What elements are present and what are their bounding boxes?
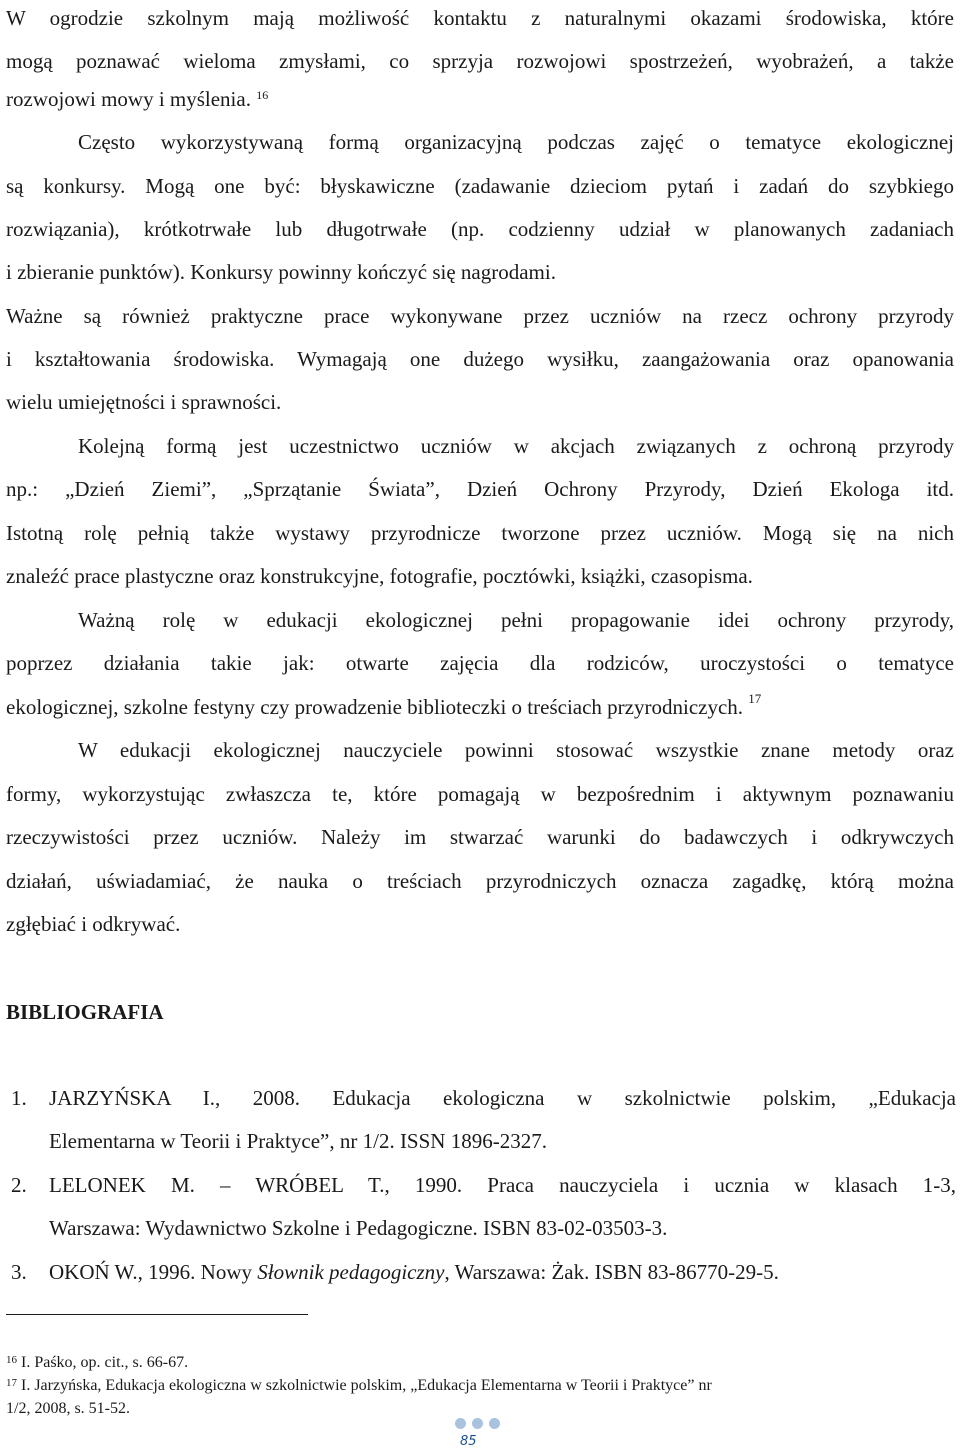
footnote-separator xyxy=(6,1314,308,1315)
body-line: rzeczywistości przez uczniów. Należy im stwarzać warunki do badawczych i odkrywczych xyxy=(6,825,954,849)
body-line: np.: „Dzień Ziemi”, „Sprzątanie Świata”, Dzień Ochrony Przyrody, Dzień Ekologa itd. xyxy=(6,477,954,501)
body-line: Kolejną formą jest uczestnictwo uczniów w akcjach związanych z ochroną przyrody xyxy=(78,434,954,458)
body-line: i zbieranie punktów). Konkursy powinny kończyć się nagrodami. xyxy=(6,260,556,284)
footnote-mark: 16 xyxy=(6,1354,17,1366)
page-number: 85 xyxy=(460,1434,477,1449)
page-ornament xyxy=(455,1418,515,1430)
footnote-reference: 17 xyxy=(748,691,762,706)
body-line: Często wykorzystywaną formą organizacyjną podczas zajęć o tematyce ekologicznej xyxy=(78,130,954,154)
bibliography-number: 1. xyxy=(11,1086,27,1110)
bibliography-text: LELONEK M. – WRÓBEL T., 1990. Praca nauczyciela i ucznia w klasach 1-3, xyxy=(49,1173,956,1197)
bibliography-number: 3. xyxy=(11,1260,27,1284)
body-line: są konkursy. Mogą one być: błyskawiczne (zadawanie dzieciom pytań i zadań do szybkiego xyxy=(6,174,954,198)
ornament-dot xyxy=(489,1418,500,1429)
body-line xyxy=(6,692,954,722)
body-line: poprzez działania takie jak: otwarte zajęcia dla rodziców, uroczystości o tematyce xyxy=(6,651,954,675)
body-line: mogą poznawać wieloma zmysłami, co sprzyja rozwojowi spostrzeżeń, wyobrażeń, a także xyxy=(6,49,954,73)
bibliography-title-italic: Słownik pedagogiczny xyxy=(257,1260,445,1284)
body-line: W ogrodzie szkolnym mają możliwość kontaktu z naturalnymi okazami środowiska, które xyxy=(6,6,954,30)
body-line: W edukacji ekologicznej nauczyciele powinni stosować wszystkie znane metody oraz xyxy=(78,738,954,762)
footnote xyxy=(6,1352,188,1374)
footnote-continued: 1/2, 2008, s. 51-52. xyxy=(6,1400,130,1417)
ornament-dot xyxy=(455,1418,466,1429)
body-line: działań, uświadamiać, że nauka o treściach przyrodniczych oznacza zagadkę, którą można xyxy=(6,869,954,893)
ornament-dot xyxy=(472,1418,483,1429)
body-line xyxy=(6,84,954,114)
footnote-text: I. Jarzyńska, Edukacja ekologiczna w szkolnictwie polskim, „Edukacja Elementarna w Teorii i Praktyce” nr xyxy=(21,1377,712,1394)
body-text: ekologicznej, szkolne festyny czy prowadzenie biblioteczki o treściach przyrodniczych. xyxy=(6,695,744,719)
footnote xyxy=(6,1375,712,1397)
body-line: rozwiązania), krótkotrwałe lub długotrwałe (np. codzienny udział w planowanych zadaniach xyxy=(6,217,954,241)
bibliography-text-part: , Warszawa: Żak. ISBN 83-86770-29-5. xyxy=(444,1260,779,1284)
body-line: Istotną rolę pełnią także wystawy przyrodnicze tworzone przez uczniów. Mogą się na nich xyxy=(6,521,954,545)
body-line: znaleźć prace plastyczne oraz konstrukcyjne, fotografie, pocztówki, książki, czasopisma. xyxy=(6,564,753,588)
body-line: i kształtowania środowiska. Wymagają one dużego wysiłku, zaangażowania oraz opanowania xyxy=(6,347,954,371)
bibliography-text xyxy=(49,1257,956,1287)
footnote-mark: 17 xyxy=(6,1377,17,1389)
body-line: Ważne są również praktyczne prace wykonywane przez uczniów na rzecz ochrony przyrody xyxy=(6,304,954,328)
bibliography-text-part: OKOŃ W., 1996. Nowy xyxy=(49,1260,258,1284)
body-text: rozwojowi mowy i myślenia. xyxy=(6,87,251,111)
bibliography-number: 2. xyxy=(11,1173,27,1197)
body-line: wielu umiejętności i sprawności. xyxy=(6,390,282,414)
body-line: formy, wykorzystując zwłaszcza te, które pomagają w bezpośrednim i aktywnym poznawaniu xyxy=(6,782,954,806)
footnote-reference: 16 xyxy=(256,88,269,102)
body-line: zgłębiać i odkrywać. xyxy=(6,912,181,936)
bibliography-text: JARZYŃSKA I., 2008. Edukacja ekologiczna w szkolnictwie polskim, „Edukacja xyxy=(49,1086,956,1110)
bibliography-heading: BIBLIOGRAFIA xyxy=(6,1000,164,1024)
body-line: Ważną rolę w edukacji ekologicznej pełni propagowanie idei ochrony przyrody, xyxy=(78,608,954,632)
bibliography-text: Warszawa: Wydawnictwo Szkolne i Pedagogiczne. ISBN 83-02-03503-3. xyxy=(49,1216,668,1240)
bibliography-text: Elementarna w Teorii i Praktyce”, nr 1/2. ISSN 1896-2327. xyxy=(49,1129,547,1153)
footnote-text: I. Paśko, op. cit., s. 66-67. xyxy=(21,1354,189,1371)
